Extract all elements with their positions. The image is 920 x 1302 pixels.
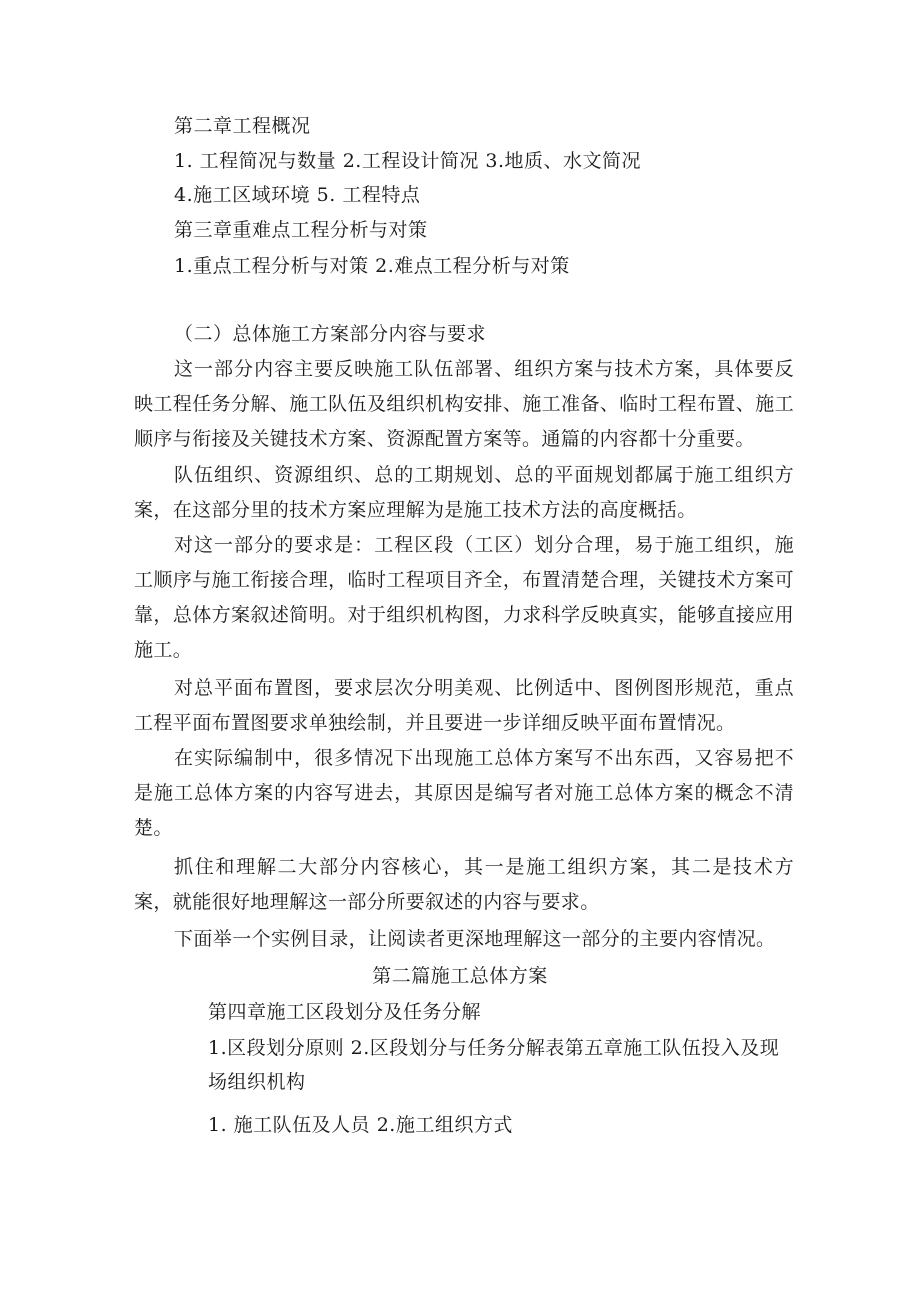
paragraph-2: 队伍组织、资源组织、总的工期规划、总的平面规划都属于施工组织方案，在这部分里的技术方案应理解为是施工技术方法的高度概括。 bbox=[134, 464, 794, 521]
outline-chapter-4: 第四章施工区段划分及任务分解 bbox=[208, 1001, 482, 1023]
outline-chapter-5-items: 1. 施工队伍及人员 2.施工组织方式 bbox=[208, 1114, 513, 1136]
paragraph-3: 对这一部分的要求是：工程区段（工区）划分合理，易于施工组织，施工顺序与施工衔接合理，临时工程项目齐全，布置清楚合理，关键技术方案可靠，总体方案叙述简明。对于组织机构图，力求科学反映真实，能够直接应用施工。 bbox=[134, 534, 794, 661]
outline-chapter-2-items-a: 1. 工程简况与数量 2.工程设计简况 3.地质、水文简况 bbox=[174, 150, 642, 172]
outline-chapter-2: 第二章工程概况 bbox=[174, 115, 311, 137]
outline-chapter-3-items: 1.重点工程分析与对策 2.难点工程分析与对策 bbox=[174, 255, 570, 277]
paragraph-7: 下面举一个实例目录，让阅读者更深地理解这一部分的主要内容情况。 bbox=[174, 928, 776, 950]
paragraph-5: 在实际编制中，很多情况下出现施工总体方案写不出东西，又容易把不是施工总体方案的内容写进去，其原因是编写者对施工总体方案的概念不清楚。 bbox=[134, 747, 794, 839]
outline-chapter-4-items: 1.区段划分原则 2.区段划分与任务分解表第五章施工队伍投入及现 bbox=[208, 1037, 780, 1059]
outline-chapter-3: 第三章重难点工程分析与对策 bbox=[174, 219, 428, 241]
outline-chapter-2-items-b: 4.施工区域环境 5. 工程特点 bbox=[174, 184, 421, 206]
paragraph-6: 抓住和理解二大部分内容核心，其一是施工组织方案，其二是技术方案，就能很好地理解这一部分所要叙述的内容与要求。 bbox=[134, 856, 794, 913]
paragraph-4: 对总平面布置图，要求层次分明美观、比例适中、图例图形规范，重点工程平面布置图要求单独绘制，并且要进一步详细反映平面布置情况。 bbox=[134, 677, 794, 734]
paragraph-1: 这一部分内容主要反映施工队伍部署、组织方案与技术方案，具体要反映工程任务分解、施工队伍及组织机构安排、施工准备、临时工程布置、施工顺序与衔接及关键技术方案、资源配置方案等。通篇的内容都十分重要。 bbox=[134, 358, 794, 450]
section-heading: （二）总体施工方案部分内容与要求 bbox=[174, 323, 487, 345]
part-title: 第二篇施工总体方案 bbox=[372, 965, 548, 987]
outline-chapter-5-title-cont: 场组织机构 bbox=[208, 1071, 306, 1093]
